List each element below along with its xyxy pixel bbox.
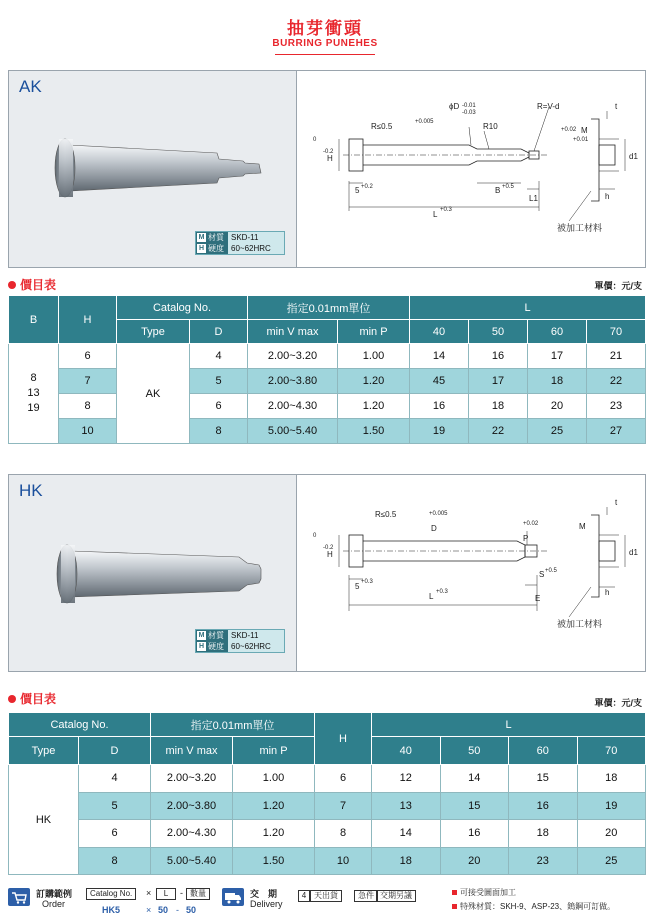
- page-subtitle: BURRING PUNEHES: [272, 38, 378, 49]
- cell: 23: [509, 847, 578, 875]
- cell: 19: [577, 792, 646, 820]
- col-spec: 指定0.01mm單位: [248, 296, 410, 320]
- cell: 22: [587, 369, 646, 394]
- hk-material-box: M 材質 SKD-11 H 硬度 60~62HRC: [195, 629, 285, 653]
- page-title: 抽芽衝頭: [287, 19, 363, 38]
- ak-dim-H-tol: -0.2: [323, 149, 334, 155]
- hk-hardness-value: 60~62HRC: [228, 641, 284, 652]
- cart-icon: [8, 888, 30, 906]
- ak-dim-l1: L1: [529, 194, 538, 203]
- hk-dim-d1: d1: [629, 548, 638, 557]
- ak-dim-t: t: [615, 102, 618, 111]
- cell: 13: [372, 792, 441, 820]
- cell: 1.00: [338, 344, 410, 369]
- hk-material-value: SKD-11: [228, 630, 284, 641]
- delivery-label-en: Delivery: [250, 899, 283, 909]
- cell: 17: [469, 369, 528, 394]
- cell: 2.00~3.80: [151, 792, 233, 820]
- hk-dim-l-tol: +0.3: [436, 589, 448, 595]
- ak-dim-l: L: [433, 210, 438, 219]
- cell: 18: [577, 765, 646, 793]
- cell: 7: [59, 369, 117, 394]
- order-example-qty: 50: [186, 905, 197, 915]
- ak-dim-phid: ϕD: [449, 102, 460, 111]
- note-2: 特殊材質：SKH-9、ASP-23、鎢鋼可訂做。: [452, 901, 615, 912]
- cell: 20: [577, 820, 646, 848]
- cell: 22: [469, 419, 528, 444]
- cell: 10: [315, 847, 372, 875]
- col-l70: 70: [587, 320, 646, 344]
- cell: 20: [440, 847, 509, 875]
- ak-dim-phid-hi: -0.01: [462, 103, 476, 109]
- col-l50: 50: [469, 320, 528, 344]
- cell: 2.00~3.20: [151, 765, 233, 793]
- cell: 25: [528, 419, 587, 444]
- ak-unit-note: 單價：元/支: [594, 281, 642, 291]
- ak-dim-d-tol: +0.02: [561, 127, 577, 133]
- hk-dim-p: P: [523, 534, 529, 543]
- order-example-times: ×: [146, 905, 152, 915]
- ak-dim-l-tol: +0.3: [440, 207, 452, 213]
- cell: 4: [190, 344, 248, 369]
- order-example-l: 50: [158, 905, 169, 915]
- hk-image-area: [9, 475, 297, 671]
- col-l: L: [410, 296, 646, 320]
- cell: 10: [59, 419, 117, 444]
- table-row: [9, 344, 646, 369]
- hk-dim-m: M: [579, 522, 586, 531]
- col-l70: 70: [577, 737, 646, 765]
- col-minp: min P: [233, 737, 315, 765]
- cell: 1.20: [338, 369, 410, 394]
- cell: 5: [79, 792, 151, 820]
- table-row: [9, 820, 646, 848]
- bullet-icon: [8, 695, 16, 703]
- cell: 16: [509, 792, 578, 820]
- note-bullet-icon: [452, 890, 457, 895]
- hk-hardness-key: 硬度: [208, 642, 224, 651]
- hk-price-table: [8, 712, 646, 875]
- table-row: [9, 369, 646, 394]
- ak-b-values: 8 13 19: [9, 344, 59, 444]
- cell: 19: [410, 419, 469, 444]
- cell: 20: [528, 394, 587, 419]
- col-l60: 60: [528, 320, 587, 344]
- cell: 18: [469, 394, 528, 419]
- col-l: L: [372, 713, 646, 737]
- cell: 45: [410, 369, 469, 394]
- cell: 18: [528, 369, 587, 394]
- order-l-box: L: [156, 888, 176, 900]
- cell: 14: [410, 344, 469, 369]
- col-spec: 指定0.01mm單位: [151, 713, 315, 737]
- delivery-days-num: 4: [298, 890, 310, 902]
- hk-punch-image: [49, 539, 279, 609]
- col-type: Type: [9, 737, 79, 765]
- ak-material-key: 材質: [208, 233, 224, 242]
- cell: 2.00~4.30: [248, 394, 338, 419]
- hk-dim-d: D: [431, 524, 437, 533]
- hk-material-key: 材質: [208, 631, 224, 640]
- col-b: B: [9, 296, 59, 344]
- ak-dim-b-tol: +0.5: [502, 184, 514, 190]
- cell: 6: [79, 820, 151, 848]
- cell: 23: [587, 394, 646, 419]
- cell: 18: [509, 820, 578, 848]
- hk-dim-5: 5: [355, 582, 360, 591]
- delivery-urgent-note: 交期另議: [376, 890, 416, 902]
- cell: 1.20: [338, 394, 410, 419]
- ak-dim-5: 5: [355, 186, 360, 195]
- cell: 8: [79, 847, 151, 875]
- ak-dim-h: h: [605, 192, 610, 201]
- cell: 1.50: [338, 419, 410, 444]
- delivery-urgent: 急件: [354, 890, 378, 902]
- ak-dim-rvd: R=V-d: [537, 102, 560, 111]
- table-row: [9, 394, 646, 419]
- ak-material-box: M 材質 SKD-11 H 硬度 60~62HRC: [195, 231, 285, 255]
- cell: 1.20: [233, 820, 315, 848]
- cell: 2.00~3.80: [248, 369, 338, 394]
- order-example-dash: -: [176, 905, 179, 915]
- ak-dim-m: M: [581, 126, 588, 135]
- cell: 15: [440, 792, 509, 820]
- ak-workpiece-label: 被加工材料: [557, 223, 603, 233]
- ak-price-heading: 價目表: [8, 276, 56, 293]
- hk-dim-d-tol: +0.005: [429, 511, 448, 517]
- ak-product-panel: [8, 70, 646, 268]
- ak-hardness-key: 硬度: [208, 244, 224, 253]
- ak-price-table: [8, 295, 646, 444]
- col-minp: min P: [338, 320, 410, 344]
- hk-dim-H: H: [327, 550, 333, 559]
- order-label-cn: 訂購範例: [36, 889, 73, 899]
- ak-dim-d1: d1: [629, 152, 638, 161]
- hk-workpiece-label: 被加工材料: [557, 619, 603, 629]
- order-example-hk: HK5: [102, 905, 121, 915]
- ak-dimension-diagram: [299, 71, 645, 267]
- hk-dim-l: L: [429, 592, 434, 601]
- hk-dim-5-tol: +0.3: [361, 579, 373, 585]
- cell: 18: [372, 847, 441, 875]
- ak-dim-v-tol: +0.01: [573, 137, 589, 143]
- ak-material-value: SKD-11: [228, 232, 284, 243]
- cell: 16: [410, 394, 469, 419]
- cell: 5.00~5.40: [151, 847, 233, 875]
- hk-dim-s-tol: +0.5: [545, 568, 557, 574]
- hk-dim-e: E: [535, 594, 541, 603]
- cell: 1.00: [233, 765, 315, 793]
- bullet-icon: [8, 281, 16, 289]
- cell: 16: [469, 344, 528, 369]
- cell: 2.00~3.20: [248, 344, 338, 369]
- cell: 1.50: [233, 847, 315, 875]
- col-d: D: [190, 320, 248, 344]
- ak-punch-image: [47, 133, 277, 203]
- table-row: [9, 419, 646, 444]
- order-dash: -: [180, 888, 183, 898]
- cell: 8: [59, 394, 117, 419]
- order-times: ×: [146, 888, 152, 898]
- cell: 6: [59, 344, 117, 369]
- hk-dim-H-tol: -0.2: [323, 545, 334, 551]
- ak-label: AK: [19, 77, 42, 96]
- order-catalog-box: Catalog No.: [86, 888, 136, 900]
- hk-dim-p-tol: +0.02: [523, 521, 539, 527]
- cell: 1.20: [233, 792, 315, 820]
- hk-dim-h: h: [605, 588, 610, 597]
- order-label-en: Order: [42, 899, 66, 909]
- hk-price-heading: 價目表: [8, 690, 56, 707]
- hk-dim-t: t: [615, 498, 618, 507]
- delivery-days-label: 天出貨: [310, 890, 342, 902]
- cell: 14: [440, 765, 509, 793]
- col-d: D: [79, 737, 151, 765]
- ak-image-area: [9, 71, 297, 267]
- cell: 16: [440, 820, 509, 848]
- ak-dim-zero: 0: [313, 137, 317, 143]
- col-h: H: [59, 296, 117, 344]
- col-catalog: Catalog No.: [117, 296, 248, 320]
- note-bullet-icon: [452, 904, 457, 909]
- hk-dim-r: R≤0.5: [375, 510, 397, 519]
- col-minv: min V max: [151, 737, 233, 765]
- cell: 21: [587, 344, 646, 369]
- cell: 2.00~4.30: [151, 820, 233, 848]
- ak-dim-p-tol: +0.005: [415, 119, 434, 125]
- ak-dim-5-tol: +0.2: [361, 184, 373, 190]
- title-underline: [275, 54, 375, 55]
- truck-icon: [222, 888, 244, 906]
- order-qty-box: 數量: [186, 888, 210, 900]
- col-l50: 50: [440, 737, 509, 765]
- cell: 12: [372, 765, 441, 793]
- hk-unit-note: 單價：元/支: [594, 698, 642, 708]
- cell: 7: [315, 792, 372, 820]
- table-row: [9, 792, 646, 820]
- ak-dim-r10: R10: [483, 122, 498, 131]
- hk-dimension-diagram: [299, 475, 645, 671]
- ak-type: AK: [117, 344, 190, 444]
- table-row: [9, 765, 646, 793]
- col-catalog: Catalog No.: [9, 713, 151, 737]
- hk-label: HK: [19, 481, 43, 500]
- order-footer: [0, 884, 650, 918]
- ak-dim-H: H: [327, 154, 333, 163]
- cell: 25: [577, 847, 646, 875]
- col-minv: min V max: [248, 320, 338, 344]
- cell: 15: [509, 765, 578, 793]
- col-h: H: [315, 713, 372, 765]
- col-l40: 40: [410, 320, 469, 344]
- hk-dim-s: S: [539, 570, 545, 579]
- cell: 8: [315, 820, 372, 848]
- cell: 8: [190, 419, 248, 444]
- ak-hardness-value: 60~62HRC: [228, 243, 284, 254]
- hk-dim-zero: 0: [313, 533, 317, 539]
- col-type: Type: [117, 320, 190, 344]
- cell: 6: [190, 394, 248, 419]
- col-l40: 40: [372, 737, 441, 765]
- cell: 14: [372, 820, 441, 848]
- cell: 17: [528, 344, 587, 369]
- ak-dim-b: B: [495, 186, 501, 195]
- cell: 5.00~5.40: [248, 419, 338, 444]
- col-l60: 60: [509, 737, 578, 765]
- ak-dim-r: R≤0.5: [371, 122, 393, 131]
- hk-product-panel: [8, 474, 646, 672]
- delivery-label-cn: 交 期: [250, 889, 278, 899]
- hk-type: HK: [9, 765, 79, 875]
- note-1: 可接受圖面加工: [452, 887, 516, 898]
- cell: 27: [587, 419, 646, 444]
- ak-dim-phid-lo: -0.03: [462, 110, 476, 116]
- cell: 5: [190, 369, 248, 394]
- table-row: [9, 847, 646, 875]
- cell: 4: [79, 765, 151, 793]
- cell: 6: [315, 765, 372, 793]
